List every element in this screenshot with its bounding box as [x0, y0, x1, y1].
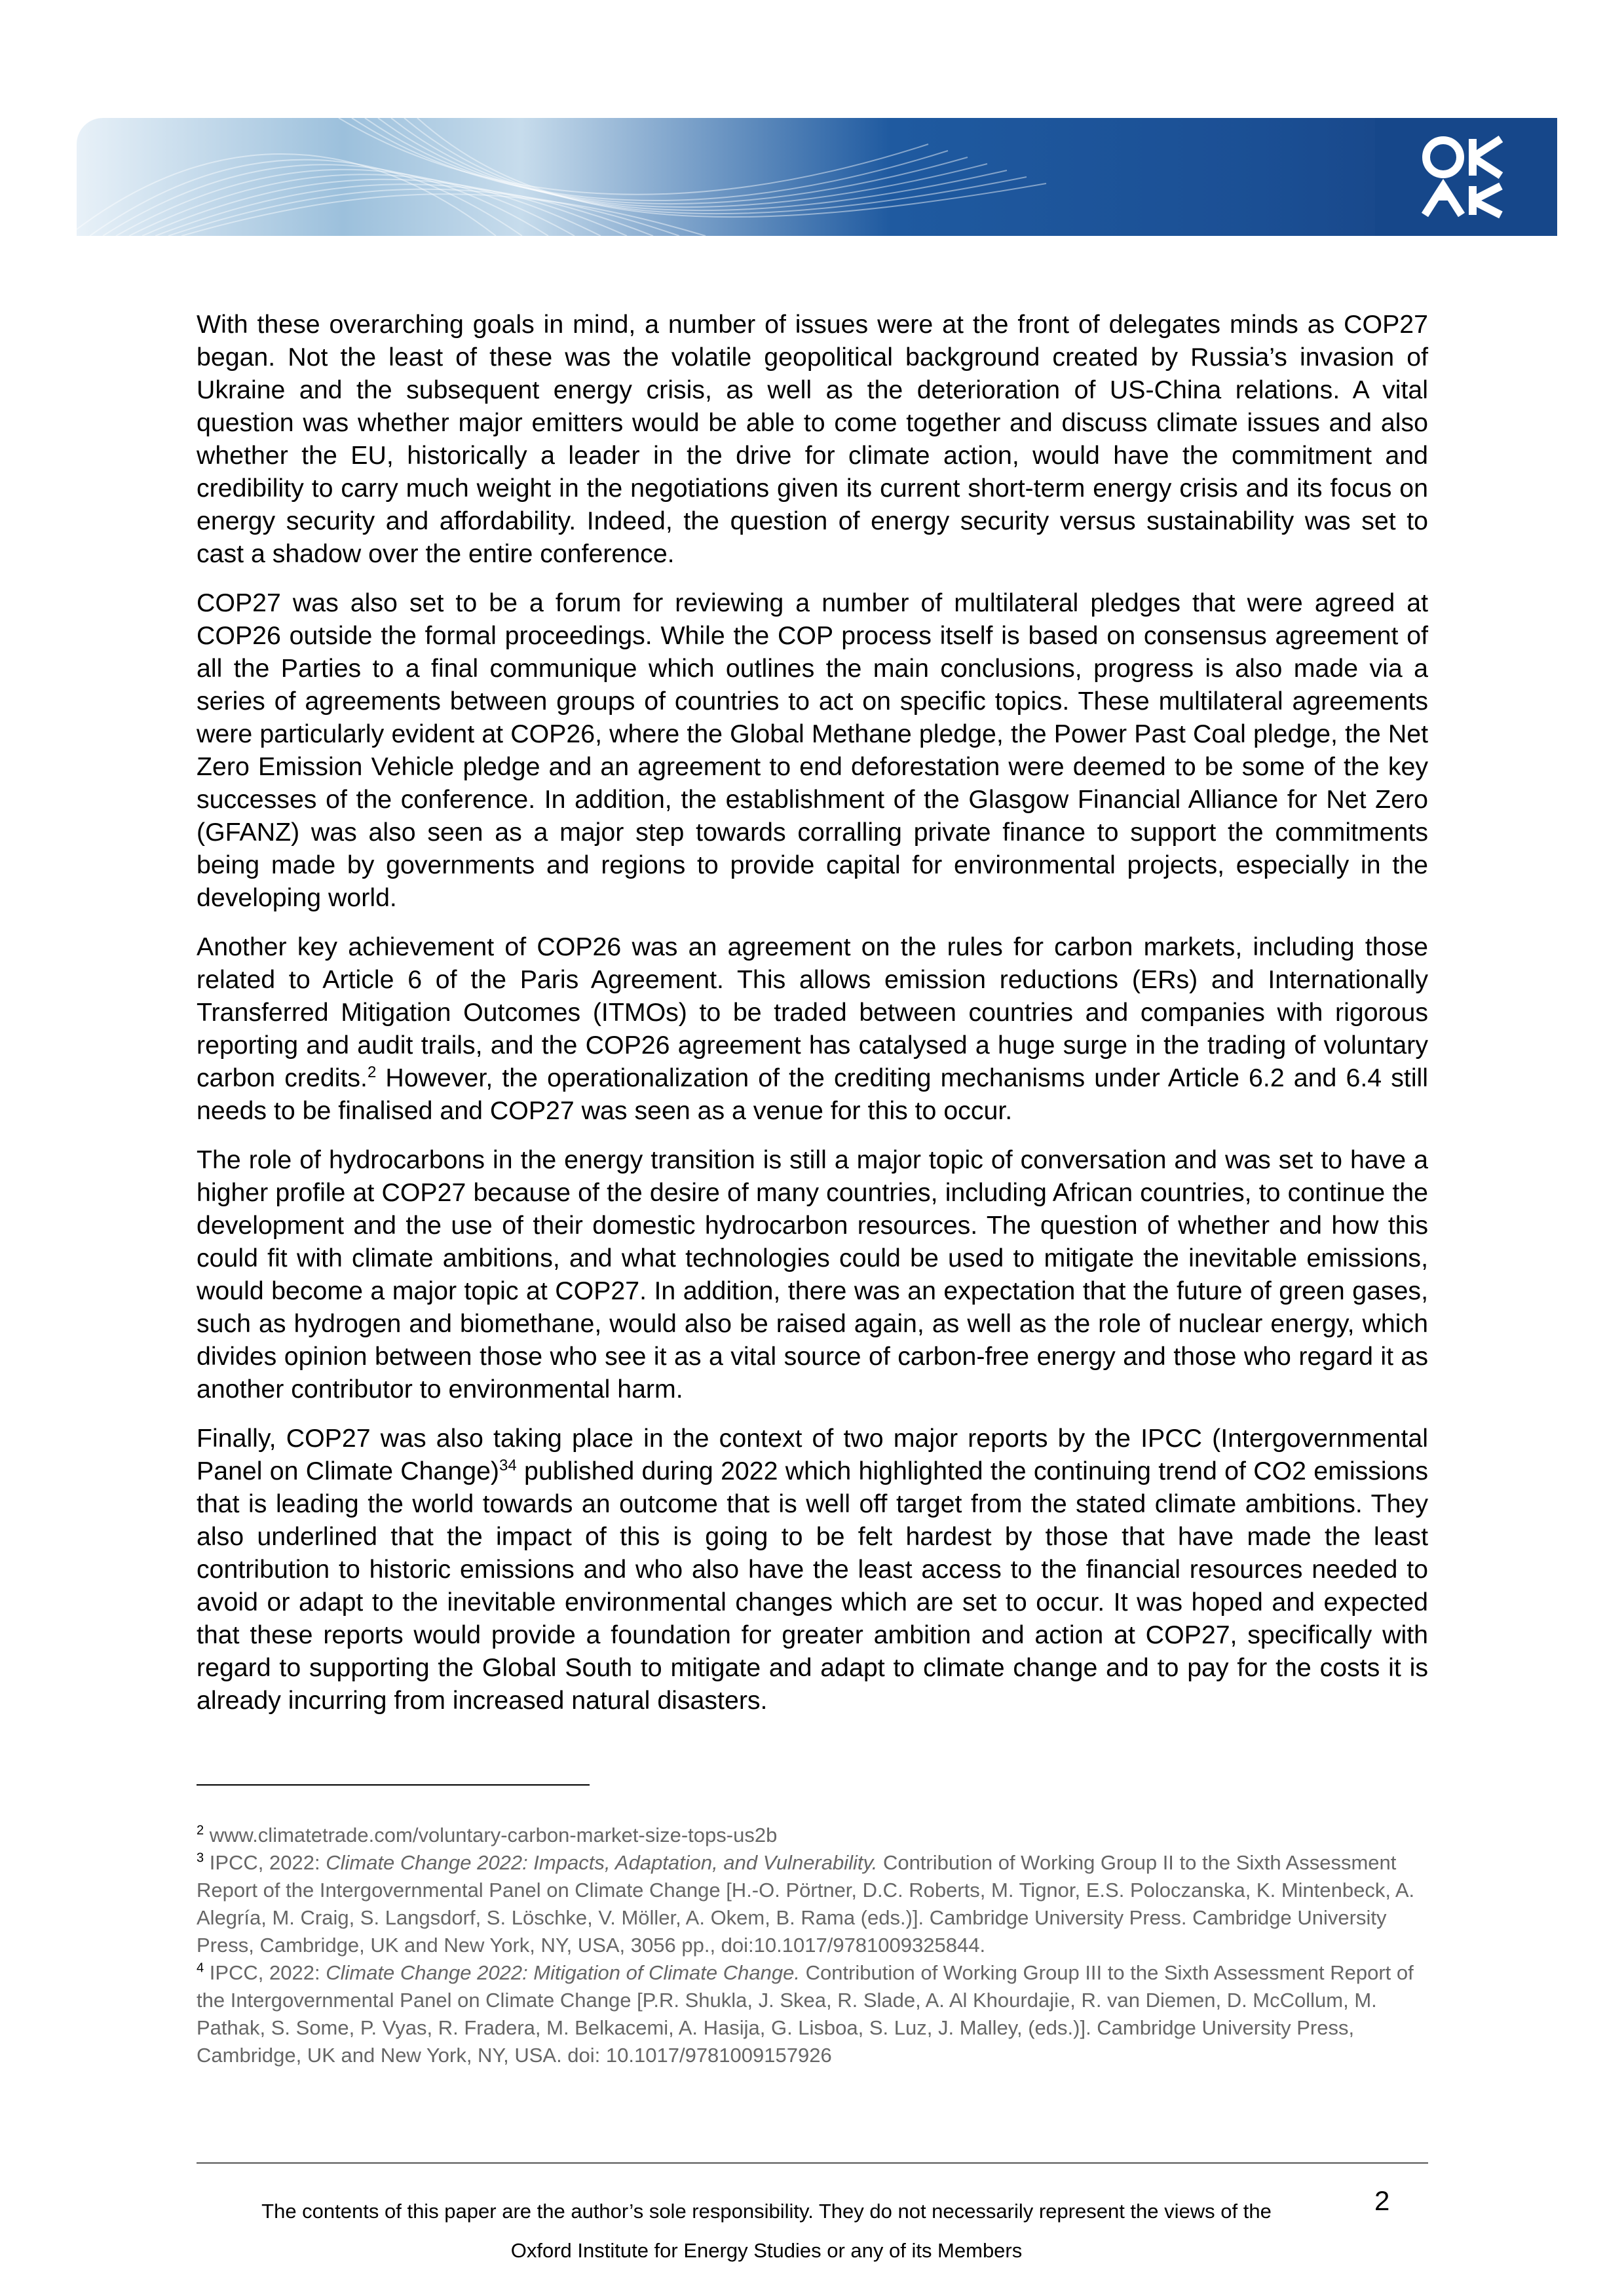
footnote-ref[interactable]: 34: [499, 1456, 517, 1474]
oies-logo-icon: [1417, 131, 1515, 223]
footnote: [197, 1959, 1428, 2069]
footnote-title: Climate Change 2022: Impacts, Adaptation, and Vulnerability.: [326, 1851, 878, 1874]
page-number: 2: [1374, 2185, 1390, 2216]
wave-pattern-icon: [77, 118, 1375, 236]
paragraph: With these overarching goals in mind, a number of issues were at the front of delegates minds as COP27 began. Not the least of these was the volatile geopolitical background created by Russia’s invasion of Ukraine and the subsequent energy crisis, as well as the deterioration of US-China relations. A vital question was whether major emitters would be able to come together and discuss climate issues and also whether the EU, historically a leader in the drive for climate action, would have the commitment and credibility to carry much weight in the negotiations given its current short-term energy crisis and its focus on energy security and affordability. Indeed, the question of energy security versus sustainability was set to cast a shadow over the entire conference.: [197, 310, 1428, 568]
main-text: [197, 308, 1428, 1733]
footnote-title: Climate Change 2022: Mitigation of Climate Change.: [326, 1961, 800, 1984]
footnote-ref[interactable]: 2: [367, 1063, 377, 1081]
footer-line: The contents of this paper are the author’s sole responsibility. They do not necessarily represent the views of the: [261, 2200, 1272, 2223]
paragraph-text: Finally, COP27 was also taking place in the context of two major reports by the IPCC (Intergovernmental Panel on Climate Change): [197, 1424, 1428, 1485]
footnote-prefix: IPCC, 2022:: [204, 1851, 326, 1874]
footnote-mark: 4: [197, 1961, 204, 1976]
paragraph: COP27 was also set to be a forum for reviewing a number of multilateral pledges that were agreed at COP26 outside the formal proceedings. While the COP process itself is based on consensus agreement of all the Parties to a final communique which outlines the main conclusions, progress is also made via a series of agreements between groups of countries to act on specific topics. These multilateral agreements were particularly evident at COP26, where the Global Methane pledge, the Power Past Coal pledge, the Net Zero Emission Vehicle pledge and an agreement to end deforestation were deemed to be some of the key successes of the conference. In addition, the establishment of the Glasgow Financial Alliance for Net Zero (GFANZ) was also seen as a major step towards corralling private finance to support the commitments being made by governments and regions to provide capital for environmental projects, especially in the developing world.: [197, 588, 1428, 912]
footnote-text: Contribution of Working Group II to the Sixth Assessment Report of the Intergovernmental Panel on Climate Change [H.-O. Pörtner, D.C. Roberts, M. Tignor, E.S. Poloczanska, K. Mintenbeck, A. Alegría, M. Craig, S. Langsdorf, S. Löschke, V. Möller, A. Okem, B. Rama (eds.)]. Cambridge University Press. Cambridge University Press, Cambridge, UK and New York, NY, USA, 3056 pp., doi:10.1017/9781009325844.: [197, 1851, 1415, 1957]
paragraph-text: Another key achievement of COP26 was an agreement on the rules for carbon markets, including those related to Article 6 of the Paris Agreement. This allows emission reductions (ERs) and Internationally Transferred Mitigation Outcomes (ITMOs) to be traded between countries and companies with rigorous reporting and audit trails, and the COP26 agreement has catalysed a huge surge in the trading of voluntary carbon credits.: [197, 932, 1428, 1092]
paragraph: [197, 930, 1428, 1127]
logo: [1375, 118, 1557, 236]
paragraph: [197, 1422, 1428, 1717]
footnote-text: www.climatetrade.com/voluntary-carbon-market-size-tops-us2b: [204, 1824, 778, 1846]
footnote-text: Contribution of Working Group III to the Sixth Assessment Report of the Intergovernmental Panel on Climate Change [P.R. Shukla, J. Skea, R. Slade, A. Al Khourdajie, R. van Diemen, D. McCollum, M. Pathak, S. Some, P. Vyas, R. Fradera, M. Belkacemi, A. Hasija, G. Lisboa, S. Luz, J. Malley, (eds.)]. Cambridge University Press, Cambridge, UK and New York, NY, USA. doi: 10.1017/9781009157926: [197, 1961, 1414, 2067]
footnote: [197, 1849, 1428, 1959]
footnotes: [197, 1822, 1428, 2069]
footnote-mark: 3: [197, 1850, 204, 1866]
footnote-mark: 2: [197, 1823, 204, 1838]
paragraph: The role of hydrocarbons in the energy transition is still a major topic of conversation and was set to have a higher profile at COP27 because of the desire of many countries, including African countries, to continue the development and the use of their domestic hydrocarbon resources. The question of whether and how this could fit with climate ambitions, and what technologies could be used to mitigate the inevitable emissions, would become a major topic at COP27. In addition, there was an expectation that the future of green gases, such as hydrogen and biomethane, would also be raised again, as well as the role of nuclear energy, which divides opinion between those who see it as a vital source of carbon-free energy and those who regard it as another contributor to environmental harm.: [197, 1145, 1428, 1404]
footnote-divider: [197, 1784, 590, 1786]
footer-disclaimer: [197, 2192, 1336, 2270]
paragraph-text: However, the operationalization of the crediting mechanisms under Article 6.2 and 6.4 still needs to be finalised and COP27 was seen as a venue for this to occur.: [197, 1063, 1429, 1125]
footnote-prefix: IPCC, 2022:: [204, 1961, 326, 1984]
paragraph-text: published during 2022 which highlighted the continuing trend of CO2 emissions that is leading the world towards an outcome that is well off target from the stated climate ambitions. They also underlined that the impact of this is going to be felt hardest by those that have made the least contribution to historic emissions and who also have the least access to the financial resources needed to avoid or adapt to the inevitable environmental changes which are set to occur. It was hoped and expected that these reports would provide a foundation for greater ambition and action at COP27, specifically with regard to supporting the Global South to mitigate and adapt to climate change and to pay for the costs it is already incurring from increased natural disasters.: [197, 1457, 1428, 1715]
footer-line: Oxford Institute for Energy Studies or any of its Members: [510, 2239, 1023, 2262]
footer-divider: [197, 2162, 1428, 2164]
header-banner: [77, 118, 1557, 236]
footnote: [197, 1822, 1428, 1849]
